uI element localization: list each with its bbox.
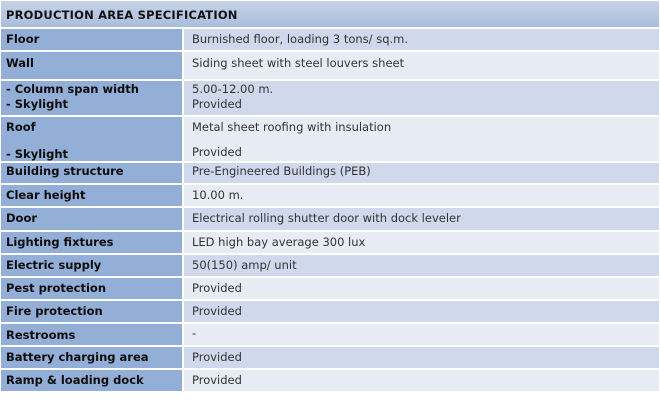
row-label: Battery charging area xyxy=(6,350,149,364)
row-value-cell xyxy=(184,208,659,232)
row-label: Electric supply xyxy=(6,258,102,272)
row-value-cell xyxy=(184,117,659,163)
row-label: Building structure xyxy=(6,164,124,178)
row-label-cell xyxy=(1,117,184,163)
row-value-skylight: Provided xyxy=(192,97,242,111)
table-row-floor xyxy=(1,29,659,52)
row-label: Restrooms xyxy=(6,328,76,342)
row-value: Provided xyxy=(192,373,242,387)
table-row-building-structure xyxy=(1,163,659,185)
row-value: Burnished floor, loading 3 tons/ sq.m. xyxy=(192,32,409,46)
row-label-cell xyxy=(1,347,184,370)
table-row-battery-charging-area xyxy=(1,347,659,370)
row-label-cell xyxy=(1,208,184,232)
row-value: Siding sheet with steel louvers sheet xyxy=(192,56,405,70)
table-row-lighting-fixtures xyxy=(1,232,659,255)
row-value: Provided xyxy=(192,281,242,295)
row-label-cell xyxy=(1,29,184,52)
table-row-ramp-loading-dock xyxy=(1,370,659,393)
row-label-skylight: - Skylight xyxy=(6,97,69,111)
row-label: Wall xyxy=(6,56,34,70)
row-value: LED high bay average 300 lux xyxy=(192,235,366,249)
row-value-cell xyxy=(184,324,659,347)
row-label-cell xyxy=(1,324,184,347)
row-label-cell xyxy=(1,232,184,255)
row-label-cell xyxy=(1,185,184,208)
table-row-fire-protection xyxy=(1,301,659,324)
table-row-restrooms xyxy=(1,324,659,347)
row-value: Electrical rolling shutter door with dock leveler xyxy=(192,211,461,225)
row-value-cell xyxy=(184,232,659,255)
row-label-roof: Roof xyxy=(6,120,36,134)
row-value-cell xyxy=(184,163,659,185)
row-value: - xyxy=(192,326,197,340)
row-value-cell xyxy=(184,29,659,52)
row-value-column-span: 5.00-12.00 m. xyxy=(192,82,274,96)
row-label: Pest protection xyxy=(6,281,107,295)
row-value: Provided xyxy=(192,350,242,364)
row-label-cell xyxy=(1,81,184,117)
row-value: 10.00 m. xyxy=(192,188,244,202)
row-label-cell xyxy=(1,255,184,278)
table-row-pest-protection xyxy=(1,278,659,301)
row-label: Ramp & loading dock xyxy=(6,373,144,387)
table-row-wall-details xyxy=(1,81,659,117)
row-value-cell xyxy=(184,278,659,301)
table-row-wall xyxy=(1,52,659,81)
row-value: Provided xyxy=(192,304,242,318)
row-label: Door xyxy=(6,211,38,225)
row-label: Fire protection xyxy=(6,304,103,318)
row-label-cell xyxy=(1,52,184,81)
row-value-cell xyxy=(184,370,659,393)
row-value-cell xyxy=(184,81,659,117)
row-value-roof: Metal sheet roofing with insulation xyxy=(192,120,392,134)
table-title: PRODUCTION AREA SPECIFICATION xyxy=(1,1,659,29)
table-row-roof xyxy=(1,117,659,163)
row-label-roof-skylight: - Skylight xyxy=(6,147,69,161)
table-row-electric-supply xyxy=(1,255,659,278)
row-label: Clear height xyxy=(6,188,86,202)
row-label: Floor xyxy=(6,32,40,46)
row-value-cell xyxy=(184,52,659,81)
table-row-clear-height xyxy=(1,185,659,208)
row-label-cell xyxy=(1,278,184,301)
row-label-cell xyxy=(1,301,184,324)
row-value-cell xyxy=(184,347,659,370)
row-value-cell xyxy=(184,255,659,278)
table-row-door xyxy=(1,208,659,232)
row-label-column-span: - Column span width xyxy=(6,82,139,96)
row-value-cell xyxy=(184,301,659,324)
row-label-cell xyxy=(1,163,184,185)
row-label-cell xyxy=(1,370,184,393)
row-value-cell xyxy=(184,185,659,208)
row-value-roof-skylight: Provided xyxy=(192,145,242,159)
row-value: 50(150) amp/ unit xyxy=(192,258,297,272)
row-label: Lighting fixtures xyxy=(6,235,114,249)
row-value: Pre-Engineered Buildings (PEB) xyxy=(192,164,371,178)
